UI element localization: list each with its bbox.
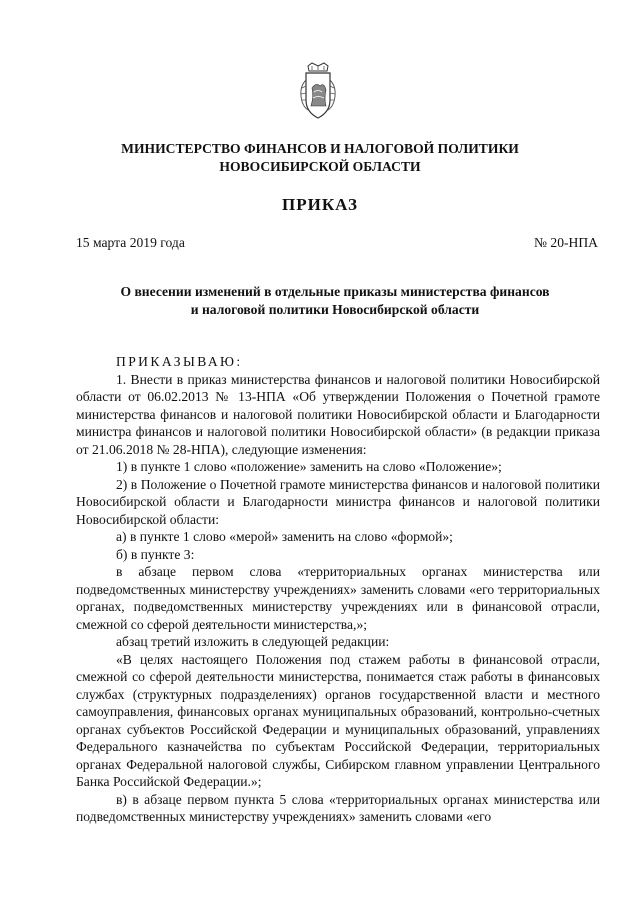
ministry-name-line1: МИНИСТЕРСТВО ФИНАНСОВ И НАЛОГОВОЙ ПОЛИТИКИ bbox=[121, 141, 519, 156]
order-number: № 20-НПА bbox=[534, 235, 598, 250]
body-paragraph: 1. Внести в приказ министерства финансов и налоговой политики Новосибирской области от 06.02.2013 № 13-НПА «Об утверждении Положения о Почетной грамоте министерства финансов и налоговой политики Новосибирской области и Благодарности министра финансов и налоговой политики Новосибирской области» (в редакции приказа от 21.06.2018 № 28-НПА), следующие изменения: bbox=[76, 371, 600, 457]
order-date: 15 марта 2019 года bbox=[76, 235, 185, 250]
order-subject bbox=[70, 283, 600, 319]
body-paragraph: абзац третий изложить в следующей редакции: bbox=[116, 634, 390, 649]
document-type-title: ПРИКАЗ bbox=[282, 195, 358, 214]
body-paragraph: «В целях настоящего Положения под стажем работы в финансовой отрасли, смежной со сферой деятельности министерства, понимается стаж работы в финансовых службах (структурных подразделениях) органов государственной власти и местного самоуправления, финансовых органах муниципальных образований, контрольно-счетных органах субъектов Российской Федерации и муниципальных образований, управлениях Федерального казначейства по субъектам Российской Федерации, территориальных органах Федеральной налоговой службы, Сибирском главном управлении Центрального Банка Российской Федерации.»; bbox=[76, 651, 600, 789]
body-paragraph: а) в пункте 1 слово «мерой» заменить на слово «формой»; bbox=[116, 529, 453, 544]
coat-of-arms-icon bbox=[294, 62, 342, 122]
order-body bbox=[76, 353, 600, 826]
body-paragraph: 2) в Положение о Почетной грамоте министерства финансов и налоговой политики Новосибирской области и Благодарности министра финансов и налоговой политики Новосибирской области: bbox=[76, 476, 600, 527]
ministry-name bbox=[60, 140, 580, 176]
date-number-line bbox=[76, 235, 598, 251]
body-paragraph: в) в абзаце первом пункта 5 слова «территориальных органах министерства или подведомственных министерству учреждениях» заменить словами «его bbox=[76, 791, 600, 824]
body-paragraph: в абзаце первом слова «территориальных органах министерства или подведомственных министерству учреждениях» заменить словами «его территориальных органах, подведомственных министерству учреждениях или в финансовой отрасли, смежной со сферой деятельности министерства,»; bbox=[76, 564, 600, 632]
body-paragraph: б) в пункте 3: bbox=[116, 546, 195, 562]
ministry-name-line2: НОВОСИБИРСКОЙ ОБЛАСТИ bbox=[219, 159, 421, 174]
order-subject-line2: и налоговой политики Новосибирской области bbox=[190, 302, 480, 317]
order-directive-word: ПРИКАЗЫВАЮ: bbox=[116, 354, 243, 369]
body-paragraph: 1) в пункте 1 слово «положение» заменить на слово «Положение»; bbox=[116, 459, 502, 474]
order-subject-line1: О внесении изменений в отдельные приказы министерства финансов bbox=[120, 284, 550, 299]
